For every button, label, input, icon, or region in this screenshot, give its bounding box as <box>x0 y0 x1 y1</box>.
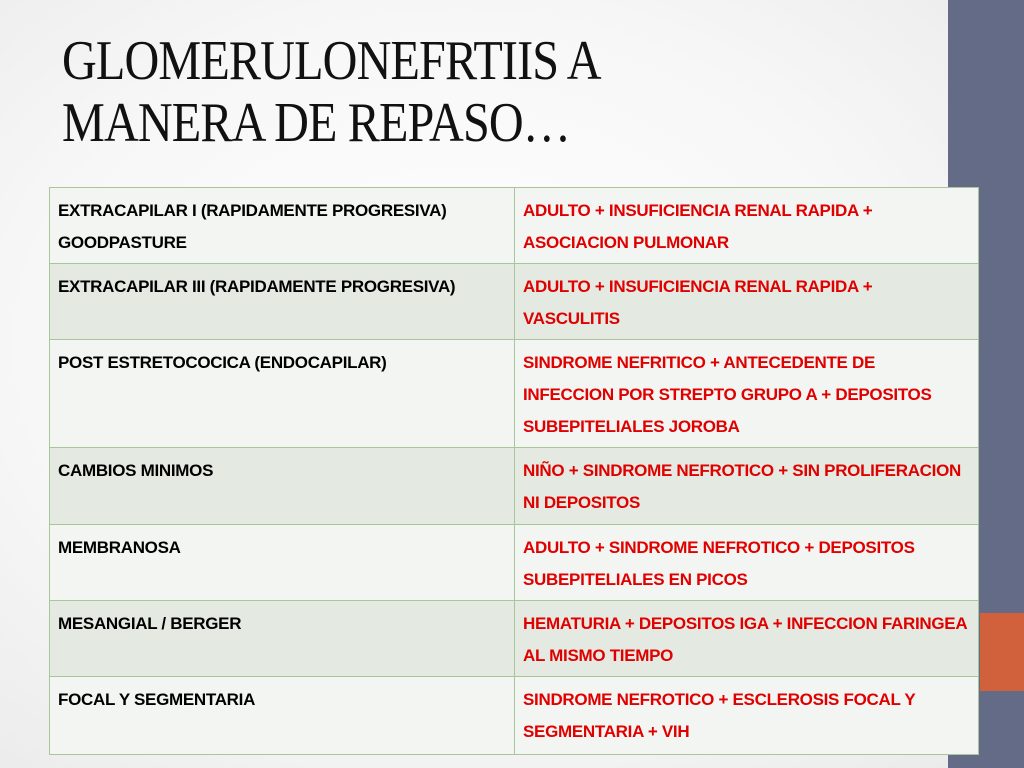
glomerulonephritis-type-cell: EXTRACAPILAR I (RAPIDAMENTE PROGRESIVA) GOODPASTURE <box>50 188 515 264</box>
table-row <box>50 340 979 448</box>
glomerulonephritis-type-cell: FOCAL Y SEGMENTARIA <box>50 677 515 755</box>
glomerulonephritis-type-cell: POST ESTRETOCOCICA (ENDOCAPILAR) <box>50 340 515 448</box>
table-row <box>50 264 979 340</box>
table-row <box>50 188 979 264</box>
table-row <box>50 601 979 677</box>
clinical-features-cell: SINDROME NEFRITICO + ANTECEDENTE DE INFECCION POR STREPTO GRUPO A + DEPOSITOS SUBEPITELIALES JOROBA <box>515 340 979 448</box>
slide-title-line-1: GLOMERULONEFRTIIS A <box>62 30 601 92</box>
clinical-features-cell: ADULTO + SINDROME NEFROTICO + DEPOSITOS SUBEPITELIALES EN PICOS <box>515 525 979 601</box>
glomerulonephritis-type-cell: MESANGIAL / BERGER <box>50 601 515 677</box>
clinical-features-cell: HEMATURIA + DEPOSITOS IGA + INFECCION FARINGEA AL MISMO TIEMPO <box>515 601 979 677</box>
review-table <box>49 187 979 755</box>
table-row <box>50 525 979 601</box>
glomerulonephritis-type-cell: MEMBRANOSA <box>50 525 515 601</box>
clinical-features-cell: ADULTO + INSUFICIENCIA RENAL RAPIDA + ASOCIACION PULMONAR <box>515 188 979 264</box>
table-row <box>50 448 979 525</box>
slide-side-accent <box>980 613 1024 691</box>
clinical-features-cell: SINDROME NEFROTICO + ESCLEROSIS FOCAL Y SEGMENTARIA + VIH <box>515 677 979 755</box>
clinical-features-cell: ADULTO + INSUFICIENCIA RENAL RAPIDA + VASCULITIS <box>515 264 979 340</box>
glomerulonephritis-type-cell: CAMBIOS MINIMOS <box>50 448 515 525</box>
slide-title-line-2: MANERA DE REPASO… <box>62 92 571 154</box>
slide-title <box>62 30 922 154</box>
clinical-features-cell: NIÑO + SINDROME NEFROTICO + SIN PROLIFERACION NI DEPOSITOS <box>515 448 979 525</box>
table-row <box>50 677 979 755</box>
glomerulonephritis-type-cell: EXTRACAPILAR III (RAPIDAMENTE PROGRESIVA) <box>50 264 515 340</box>
